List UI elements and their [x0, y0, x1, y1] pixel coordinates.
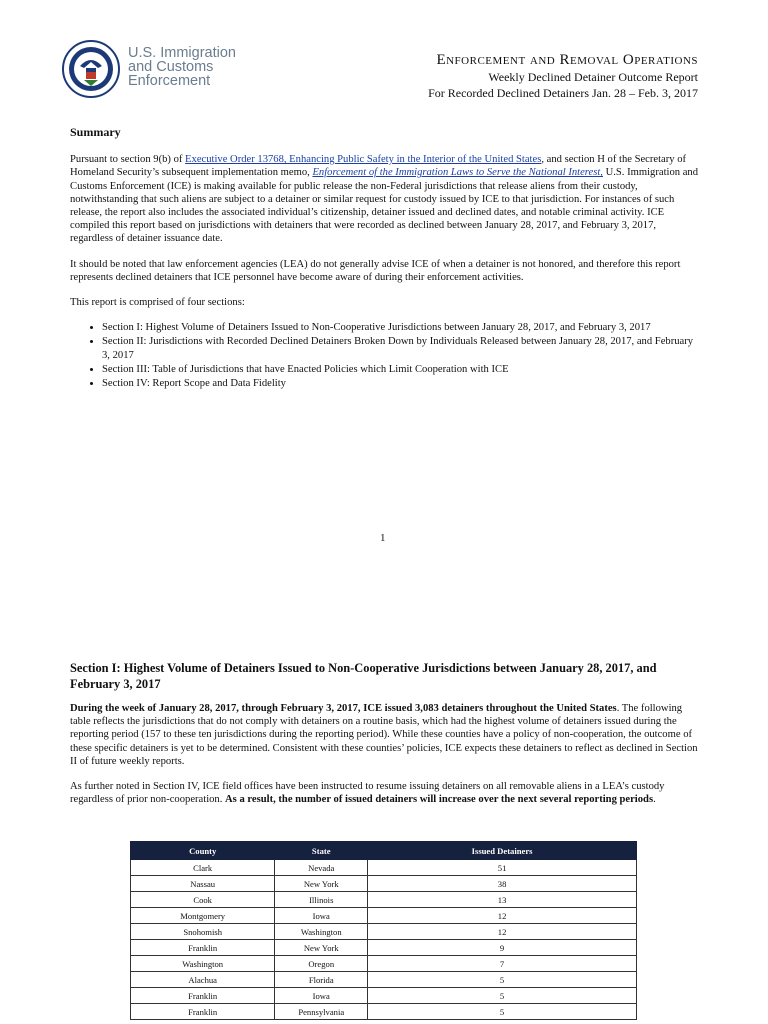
section-1-paragraph-2 [70, 780, 698, 806]
table-row [131, 892, 637, 908]
county-cell: Snohomish [131, 924, 275, 940]
section-list-item: • Section I: Highest Volume of Detainers Issued to Non-Cooperative Jurisdictions between January 28, 2017, and February 3, 2017 [102, 321, 698, 334]
bold-text: As a result, the number of issued detainers will increase over the next several reporting periods [225, 794, 654, 806]
section-1-heading: Section I: Highest Volume of Detainers Issued to Non-Cooperative Jurisdictions between January 28, 2017, and February 3, 2017 [70, 661, 657, 691]
state-cell: Illinois [275, 892, 368, 908]
issued-detainers-cell: 12 [368, 924, 637, 940]
issued-detainers-cell: 9 [368, 940, 637, 956]
text-run: U.S. Immigration and Customs Enforcement (ICE) is making available for public release the non-Federal jurisdictions that release aliens from their custody, notwithstanding that such aliens are subject to a detainer or similar request for custody issued by ICE to that jurisdiction. For instances of such release, the report also includes the associated individual’s citizenship, detainer issued and declined dates, and notable criminal activity. ICE compiled this report based on jurisdictions with detainers that were recorded as declined between January 28, 2017, and February 3, 2017, regardless of detainer issuance date. [70, 167, 698, 245]
state-cell: Pennsylvania [275, 1004, 368, 1020]
issued-detainers-cell: 5 [368, 988, 637, 1004]
table-row [131, 940, 637, 956]
state-cell: Washington [275, 924, 368, 940]
county-cell: Clark [131, 860, 275, 876]
column-header-county: County [131, 842, 275, 860]
table-row [131, 924, 637, 940]
state-cell: New York [275, 876, 368, 892]
issued-detainers-cell: 38 [368, 876, 637, 892]
summary-paragraph-1 [70, 153, 698, 245]
section-list-item: • Section II: Jurisdictions with Recorded Declined Detainers Broken Down by Individuals Released between January 28, 2017, and February 3, 2017 [102, 335, 698, 361]
county-cell: Cook [131, 892, 275, 908]
issued-detainers-cell: 5 [368, 972, 637, 988]
report-header [62, 40, 698, 108]
section-list [70, 321, 698, 390]
report-heading-block [428, 52, 698, 101]
agency-line: Enforcement [128, 73, 211, 89]
executive-order-link[interactable]: Executive Order 13768, Enhancing Public Safety in the Interior of the United States [185, 154, 542, 166]
state-cell: Iowa [275, 988, 368, 1004]
state-cell: New York [275, 940, 368, 956]
column-header-state: State [275, 842, 368, 860]
implementation-memo-link[interactable]: Enforcement of the Immigration Laws to Serve the National Interest, [312, 167, 603, 179]
section-1 [70, 660, 698, 818]
table-header-row [131, 842, 637, 860]
county-cell: Nassau [131, 876, 275, 892]
page-number: 1 [380, 532, 386, 544]
issued-detainers-cell: 5 [368, 1004, 637, 1020]
summary-paragraph-3: This report is comprised of four sections: [70, 297, 245, 309]
county-cell: Montgomery [131, 908, 275, 924]
table-row [131, 908, 637, 924]
text-run: . [653, 794, 656, 806]
state-cell: Oregon [275, 956, 368, 972]
county-cell: Alachua [131, 972, 275, 988]
state-cell: Florida [275, 972, 368, 988]
county-cell: Franklin [131, 1004, 275, 1020]
agency-name [128, 46, 236, 88]
table-row [131, 876, 637, 892]
section-list-item: • Section III: Table of Jurisdictions that have Enacted Policies which Limit Cooperation with ICE [102, 363, 698, 376]
dhs-seal-icon [62, 40, 120, 98]
summary-paragraph-2: It should be noted that law enforcement agencies (LEA) do not generally advise ICE of when a detainer is not honored, and therefore this report represents declined detainers that ICE personnel have become aware of during their enforcement activities. [70, 258, 681, 283]
text-run: As further noted in Section IV, ICE field offices have been instructed to resume issuing detainers on all removable aliens in a LEA’s custody regardless of prior non-cooperation. [70, 781, 665, 806]
agency-line: and Customs [128, 59, 214, 75]
state-cell: Nevada [275, 860, 368, 876]
county-cell: Franklin [131, 988, 275, 1004]
issued-detainers-cell: 51 [368, 860, 637, 876]
bold-text: During the week of January 28, 2017, through February 3, 2017, ICE issued 3,083 detainers throughout the United States [70, 703, 617, 714]
table-row [131, 1004, 637, 1020]
section-list-item: • Section IV: Report Scope and Data Fidelity [102, 377, 698, 390]
section-1-paragraph-1 [70, 702, 698, 768]
table-row [131, 956, 637, 972]
table-row [131, 972, 637, 988]
issued-detainers-cell: 13 [368, 892, 637, 908]
text-run: . The following table reflects the jurisdictions that do not comply with detainers on a routine basis, which had the highest volume of detainers issued during the reporting period (157 to these ten jurisdictions during the reporting period). While these counties have a policy of non-cooperation, the outcome of these specific detainers is yet to be determined. Consistent with these counties’ policies, ICE expects these detainers to reflect as declined in Section II of future weekly reports. [70, 703, 698, 767]
department-name: Enforcement and Removal Operations [436, 52, 698, 68]
table-row [131, 988, 637, 1004]
summary-section [70, 126, 698, 391]
agency-line: U.S. Immigration [128, 45, 236, 61]
summary-heading: Summary [70, 125, 121, 139]
text-run: Pursuant to section 9(b) of [70, 154, 186, 166]
issued-detainers-table [130, 841, 637, 1020]
county-cell: Franklin [131, 940, 275, 956]
county-cell: Washington [131, 956, 275, 972]
text-run: , and section H of the Secretary of Homeland Security’s subsequent implementation memo, [70, 154, 687, 179]
issued-detainers-cell: 7 [368, 956, 637, 972]
table-row [131, 860, 637, 876]
state-cell: Iowa [275, 908, 368, 924]
column-header-issued-detainers: Issued Detainers [368, 842, 637, 860]
issued-detainers-cell: 12 [368, 908, 637, 924]
report-title: Weekly Declined Detainer Outcome Report [488, 70, 698, 84]
report-period: For Recorded Declined Detainers Jan. 28 – Feb. 3, 2017 [428, 86, 698, 100]
